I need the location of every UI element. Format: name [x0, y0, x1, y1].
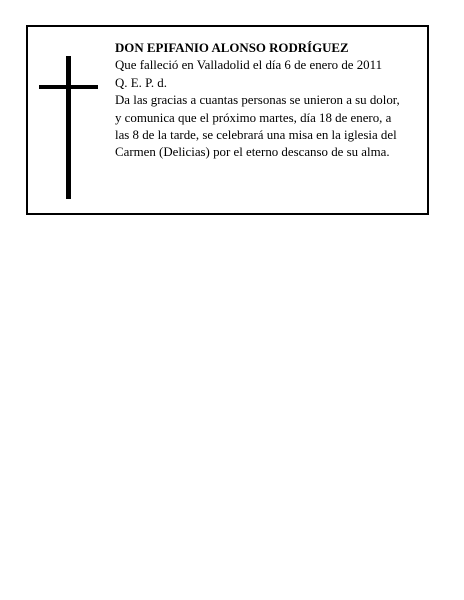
- message-line: y comunica que el próximo martes, día 18 de enero, a: [115, 110, 392, 125]
- obituary-text: [115, 40, 420, 162]
- cross-vertical-bar: [66, 56, 71, 199]
- message-line: Da las gracias a cuantas personas se unieron a su dolor,: [115, 93, 400, 108]
- memorial-message: [115, 92, 420, 162]
- message-line: las 8 de la tarde, se celebrará una misa en la iglesia del: [115, 128, 397, 143]
- rest-in-peace-line: Q. E. P. d.: [115, 75, 167, 90]
- deceased-name: DON EPIFANIO ALONSO RODRÍGUEZ: [115, 41, 349, 55]
- death-date-line: Que falleció en Valladolid el día 6 de enero de 2011: [115, 58, 383, 73]
- message-line: Carmen (Delicias) por el eterno descanso de su alma.: [115, 145, 390, 160]
- cross-horizontal-bar: [39, 85, 98, 89]
- obituary-notice: [26, 25, 429, 215]
